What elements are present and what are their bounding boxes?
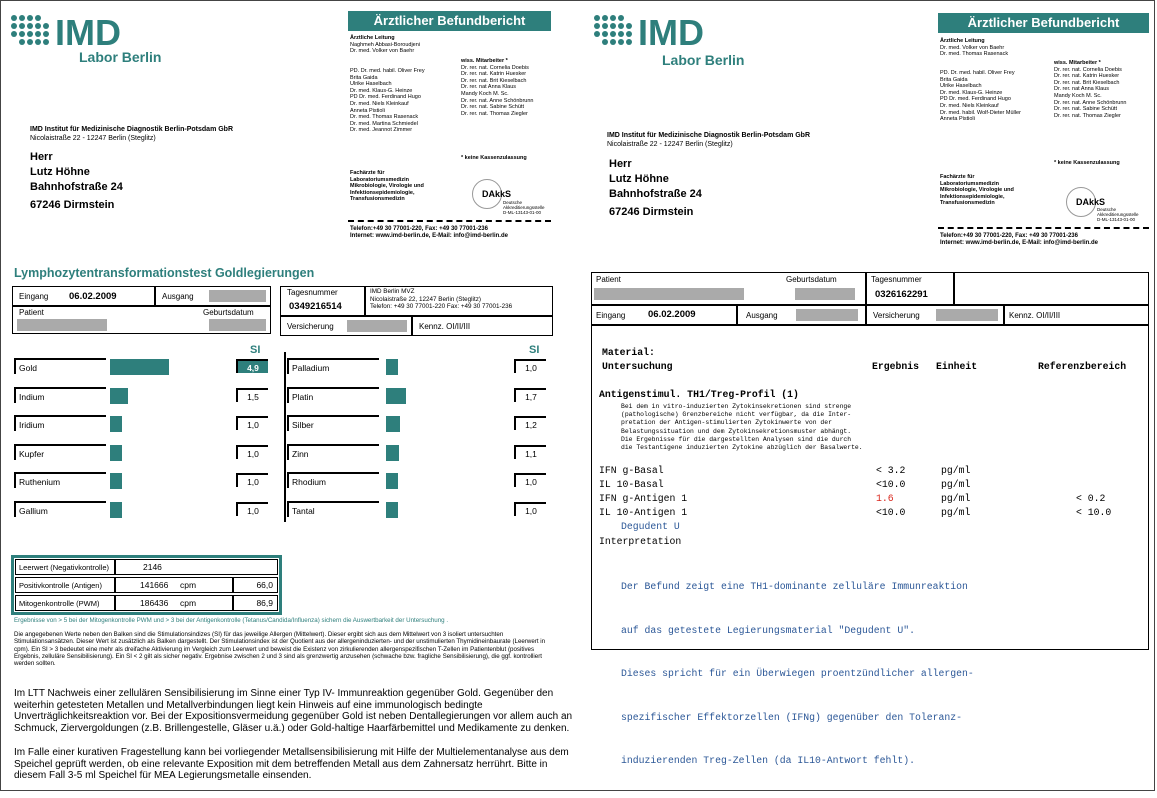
doctor: Dr. med. Niels Kleinkauf <box>940 102 999 109</box>
si-value: 1,0 <box>236 445 268 459</box>
contact-tel: Telefon:+49 30 77001-220, Fax: +49 30 77001-236 <box>350 226 488 232</box>
col-untersuchung: Untersuchung <box>602 361 673 372</box>
result-value-flagged: 1.6 <box>876 493 894 504</box>
wiss-title: wiss. Mitarbeiter * <box>461 58 508 64</box>
profile-line: die Testantigene induzierten Zytokine abzüglich der Basalwerte. <box>621 444 863 452</box>
lab-line: Nicolaistraße 22, 12247 Berlin (Steglitz) <box>370 295 481 303</box>
profile-line: pretation der Antigen-stimulierten Zytokinwerte von der <box>621 419 832 427</box>
kasse-note: * keine Kassenzulassung <box>461 155 527 161</box>
logo-sub: Labor Berlin <box>662 52 745 68</box>
fach-line: Mikrobiologie, Virologie und <box>350 183 424 190</box>
si-value: 1,0 <box>514 502 546 516</box>
pos-label-box <box>15 577 115 593</box>
recipient-line: Herr <box>30 151 53 163</box>
result-unit: pg/ml <box>941 507 971 518</box>
result-value: < 3.2 <box>876 465 906 476</box>
ausgang-label: Ausgang <box>746 311 778 320</box>
si-bar <box>110 473 122 489</box>
doctor: Dr. med. Klaus-G. Heinze <box>940 89 1003 96</box>
redacted-field <box>594 288 744 300</box>
si-bar <box>386 445 399 461</box>
result-name: IL 10-Antigen 1 <box>599 507 688 518</box>
fach-block <box>940 174 1060 207</box>
result-ref: < 10.0 <box>1076 507 1112 518</box>
si-bar <box>110 416 122 432</box>
material-label: Material: <box>602 347 655 358</box>
wiss-member: Dr. rer. nat. Katrin Huesker <box>1054 73 1120 80</box>
profile-line: Bei dem in vitro-induzierten Zytokinsekretionen sind strenge <box>621 403 852 410</box>
interp-line: auf das getestete Legierungsmaterial "Degudent U". <box>621 624 915 636</box>
si-value: 1,0 <box>514 473 546 487</box>
wiss-member: Dr. rer. nat Anna Klaus <box>461 84 517 91</box>
doctor: Dr. med. Klaus-G. Heinze <box>350 87 413 94</box>
result-value: <10.0 <box>876 507 906 518</box>
imd-logo-dots-icon <box>11 15 50 46</box>
wiss-member: Dr. rer. nat. Sabine Schütt <box>461 104 524 111</box>
interp-label: Interpretation <box>599 536 682 547</box>
pos-si: 66,0 <box>256 580 273 590</box>
dakks-sub-line: D-ML-13143-01-00 <box>503 210 542 215</box>
allergen-label: Tantal <box>287 501 379 517</box>
institute-name: IMD Institut für Medizinische Diagnostik Berlin-Potsdam GbR <box>607 132 811 139</box>
allergen-label: Rhodium <box>287 472 379 488</box>
mito-unit: cpm <box>180 598 197 608</box>
doctor: Dr. med. habil. Wolf-Dieter Müller <box>940 109 1021 116</box>
recipient-line: Bahnhofstraße 24 <box>609 188 702 200</box>
wiss-member: Dr. rer. nat. Cornelia Doebis <box>1054 66 1122 73</box>
interp-line: induzierenden Treg-Zellen (da IL10-Antwort fehlt). <box>621 755 915 766</box>
fach-line: Infektionsepidemiologie, <box>350 189 415 196</box>
profile-title: Antigenstimul. TH1/Treg-Profil (1) <box>599 389 799 400</box>
redacted-field <box>209 290 266 302</box>
doctor: Anneta Pistioli <box>350 107 385 114</box>
tages-value: 0326162291 <box>875 289 928 300</box>
si-header: SI <box>529 344 540 356</box>
contact-web: Internet: www.imd-berlin.de, E-Mail: info@imd-berlin.de <box>350 233 508 239</box>
tages-box <box>280 286 365 316</box>
result-name: IFN g-Antigen 1 <box>599 493 688 504</box>
redacted-field <box>795 288 855 300</box>
institute-name: IMD Institut für Medizinische Diagnostik Berlin-Potsdam GbR <box>30 126 234 133</box>
contact-web: Internet: www.imd-berlin.de, E-Mail: info@imd-berlin.de <box>940 240 1098 246</box>
result-ref: < 0.2 <box>1076 493 1106 504</box>
fach-line: Transfusionsmedizin <box>940 200 995 207</box>
vers-box <box>280 316 412 336</box>
institute-address <box>607 132 810 149</box>
pos-value-box <box>115 577 233 593</box>
fach-line: Fachärzte für <box>940 174 975 180</box>
wiss-member: Dr. rer. nat. Katrin Huesker <box>461 71 527 78</box>
redacted-field <box>17 319 107 331</box>
recipient-line: Lutz Höhne <box>30 166 90 178</box>
doctor: Dr. med. Jeannot Zimmer <box>350 127 413 134</box>
fach-line: Laboratoriumsmedizin <box>350 176 409 183</box>
vers-box <box>866 305 1004 325</box>
fach-line: Laboratoriumsmedizin <box>940 180 999 187</box>
doctor: Brita Gaida <box>940 76 968 83</box>
leitung-name: Dr. med. Thomas Rasenack <box>940 51 1009 58</box>
kasse-note: * keine Kassenzulassung <box>1054 160 1120 166</box>
si-bar <box>110 445 122 461</box>
dakks-sub <box>1097 207 1139 222</box>
result-unit: pg/ml <box>941 465 971 476</box>
pos-unit: cpm <box>180 580 197 590</box>
col-ergebnis: Ergebnis <box>872 361 920 372</box>
recipient-address <box>609 157 702 220</box>
patient-label: Patient <box>596 275 621 284</box>
contact-tel: Telefon:+49 30 77001-220, Fax: +49 30 77001-236 <box>940 233 1078 239</box>
dakks-logo: DAkkS <box>482 189 512 199</box>
redacted-field <box>936 309 998 321</box>
doctor: PD Dr. med. Ferdinand Hugo <box>350 94 421 101</box>
pos-value: 141666 <box>140 580 169 590</box>
redacted-field <box>347 320 407 332</box>
eingang-label: Eingang <box>19 292 49 301</box>
si-value: 1,5 <box>236 388 268 402</box>
patient-box <box>12 306 271 334</box>
leitung-title: Ärztliche Leitung <box>350 35 395 41</box>
fach-line: Transfusionsmedizin <box>350 196 405 203</box>
wiss-member: Dr. rer. nat. Brit Kieselbach <box>1054 79 1120 86</box>
institute-address <box>30 126 233 143</box>
allergen-label: Iridium <box>14 415 106 431</box>
si-header: SI <box>250 344 261 356</box>
profile-line: (pathologische) Grenzbereiche nicht verfügbar, da die Inter- <box>621 411 852 419</box>
doctors-list <box>940 70 1052 123</box>
leer-label: Leerwert (Negativkontrolle) <box>19 563 110 572</box>
si-value: 1,0 <box>514 359 546 373</box>
allergen-label: Kupfer <box>14 444 106 460</box>
recipient-line: Bahnhofstraße 24 <box>30 181 123 193</box>
kennz-label: Kennz. OI/II/III <box>419 322 471 331</box>
mito-si-box <box>233 595 278 611</box>
col-einheit: Einheit <box>936 361 978 372</box>
tages-label: Tagesnummer <box>287 288 338 297</box>
si-bar <box>386 502 398 518</box>
wiss-member: Dr. rer. nat. Anne Schönbrunn <box>1054 99 1127 106</box>
dakks-sub-line: Deutsche <box>503 200 523 205</box>
si-value: 1,2 <box>514 416 546 430</box>
recipient-line: 67246 Dirmstein <box>609 206 694 218</box>
pos-si-box <box>233 577 278 593</box>
doctors-list <box>350 68 460 134</box>
result-name: IFN g-Basal <box>599 465 664 476</box>
allergen-label: Zinn <box>287 444 379 460</box>
interp-line: Der Befund zeigt eine TH1-dominante zelluläre Immunreaktion <box>621 581 968 592</box>
si-value: 1,0 <box>236 416 268 430</box>
si-value: 1,0 <box>236 502 268 516</box>
geb-label: Geburtsdatum <box>203 308 254 317</box>
ausgang-box <box>155 286 271 306</box>
mito-si: 86,9 <box>256 598 273 608</box>
wiss-list <box>1054 60 1149 119</box>
doctor: Ulrike Haselbach <box>350 81 392 88</box>
lab-info <box>370 288 512 311</box>
mito-value: 186436 <box>140 598 169 608</box>
si-bar <box>386 388 406 404</box>
institute-street: Nicolaistraße 22 - 12247 Berlin (Steglitz) <box>607 140 733 148</box>
interpretation-text <box>621 551 974 798</box>
wiss-member: Dr. rer. nat. Anne Schönbrunn <box>461 97 534 104</box>
si-value: 1,7 <box>514 388 546 402</box>
chart-divider <box>284 352 286 522</box>
lab-line: Telefon: +49 30 77001-220 Fax: +49 30 77001-236 <box>370 303 513 311</box>
allergen-label: Silber <box>287 415 379 431</box>
result-unit: pg/ml <box>941 479 971 490</box>
si-bar <box>110 502 122 518</box>
leitung-name: Dr. med. Volker von Baehr <box>940 44 1005 51</box>
ausgang-label: Ausgang <box>162 292 194 301</box>
vers-label: Versicherung <box>873 311 920 320</box>
eingang-value: 06.02.2009 <box>69 291 117 302</box>
divider <box>348 220 551 222</box>
fach-block <box>350 170 470 203</box>
interp-line: Dieses spricht für ein Überwiegen proentzündlicher allergen- <box>621 668 974 679</box>
wiss-member: Dr. rer. nat. Thomas Ziegler <box>1054 112 1121 119</box>
wiss-member: Dr. rer. nat. Sabine Schütt <box>1054 106 1117 113</box>
conclusion-text: Im LTT Nachweis einer zellulären Sensibilisierung im Sinne einer Typ IV- Immunreaktion gegenüber Gold. Gegenüber den weiterhin getesteten Metallen und Metallverbindungen liegt kein Hinweis auf eine immunologisch bedingte Unverträglichkeitsreaktion vor. Bei der Expositionsvermeidung gegenüber Gold ist neben Dentallegierungen vor allem auch an Schmuck, Ziervergoldungen (z.B. Brillengestelle, Gläser u.ä.) oder Gold-haltige Haarfärbemittel und Medikamente zu denken. <box>14 688 573 735</box>
doctor: PD Dr. med. Ferdinand Hugo <box>940 96 1011 103</box>
eingang-box <box>12 286 155 306</box>
result-unit: pg/ml <box>941 493 971 504</box>
allergen-label: Gallium <box>14 501 106 517</box>
doctor: Dr. med. Thomas Rasenack <box>350 114 419 121</box>
wiss-title: wiss. Mitarbeiter * <box>1054 60 1101 66</box>
lab-box <box>365 286 553 316</box>
leitung-block <box>350 35 455 55</box>
si-bar <box>386 473 398 489</box>
test-title: Lymphozytentransformationstest Goldlegierungen <box>14 266 315 280</box>
empty-box <box>954 272 1149 305</box>
ausgang-box <box>737 305 866 325</box>
leitung-name: Naghmeh Abbasi-Boroudjeni <box>350 41 421 48</box>
wiss-list <box>461 58 551 117</box>
eingang-label: Eingang <box>596 311 626 320</box>
mito-label: Mitogenkontrolle (PWM) <box>19 599 100 608</box>
explanation-text: Die angegebenen Werte neben den Balken sind die Stimulationsindizes (SI) für das jeweilige Allergen (Mittelwert). Dieser ergibt sich aus dem Mittelwert von 3 isoliert untersuchten Stimulationsansätzen. Dieser Wert ist zusätzlich als Balken dargestellt. Der Stimulationsindex ist der Quotient aus der allergeninduzierten- und der unstimulierten Thymidineinbaurate (Leerwert in cpm). Ein SI > 3 bedeutet eine mehr als dreifache Aktivierung im Vergleich zum Leerwert und beweist die Existenz von zirkulierenden allergenspezifischen T-Zellen im Patientenblut (positives Ergebnis, zelluläre Sensibilisierung). Ein SI < 2 gilt als sicher negativ. Ergebnise zwischen 2 und 3 sind als grenzwertig anzusehen (schwache bzw. fragliche Sensibilisierung), die ggf. kontrolliert werden sollten. <box>14 631 546 668</box>
fach-line: Infektionsepidemiologie, <box>940 193 1005 200</box>
leitung-title: Ärztliche Leitung <box>940 38 985 44</box>
imd-logo-dots-icon <box>594 15 633 46</box>
leer-label-box <box>15 559 115 575</box>
eingang-box <box>591 305 737 325</box>
allergen-label: Gold <box>14 358 106 374</box>
dakks-sub-line: Deutsche <box>1097 207 1117 212</box>
fach-line: Mikrobiologie, Virologie und <box>940 187 1014 194</box>
si-bar <box>110 359 169 375</box>
fach-line: Fachärzte für <box>350 170 385 176</box>
mito-value-box <box>115 595 233 611</box>
patient-label: Patient <box>19 308 44 317</box>
wiss-member: Dr. rer. nat. Thomas Ziegler <box>461 110 528 117</box>
result-value: <10.0 <box>876 479 906 490</box>
allergen-label: Indium <box>14 387 106 403</box>
kennz-label: Kennz. OI/II/III <box>1009 311 1061 320</box>
antigen-name: Degudent U <box>621 521 680 532</box>
wiss-member: Dr. rer. nat. Cornelia Doebis <box>461 64 529 71</box>
si-bar <box>386 416 400 432</box>
dakks-sub-line: Akkreditierungsstelle <box>503 205 545 210</box>
tages-box <box>866 272 954 305</box>
doctor: Dr. med. Niels Kleinkauf <box>350 100 409 107</box>
tages-label: Tagesnummer <box>871 275 922 284</box>
recipient-address <box>30 150 123 213</box>
recipient-line: Lutz Höhne <box>609 173 669 185</box>
kennz-box <box>412 316 553 336</box>
result-name: IL 10-Basal <box>599 479 664 490</box>
logo-imd: IMD <box>55 12 121 53</box>
lab-line: IMD Berlin MVZ <box>370 288 415 295</box>
leer-value: 2146 <box>143 562 162 572</box>
redacted-field <box>209 319 266 331</box>
leer-value-box <box>115 559 278 575</box>
mito-label-box <box>15 595 115 611</box>
interp-line: spezifischer Effektorzellen (IFNg) gegenüber den Toleranz- <box>621 711 962 723</box>
geb-label: Geburtsdatum <box>786 275 837 284</box>
pos-label: Positivkontrolle (Antigen) <box>19 581 102 590</box>
wiss-member: Mandy Koch M. Sc. <box>1054 92 1102 99</box>
leitung-name: Dr. med. Volker von Baehr <box>350 48 415 55</box>
eingang-value: 06.02.2009 <box>648 309 696 320</box>
dakks-sub-line: D-ML-13143-01-00 <box>1097 217 1136 222</box>
dakks-sub <box>503 200 545 215</box>
leitung-block <box>940 38 1050 58</box>
si-value: 1,0 <box>236 473 268 487</box>
doctor: PD. Dr. med. habil. Oliver Frey <box>350 68 425 74</box>
recipient-line: Herr <box>609 158 632 170</box>
patient-box <box>591 272 866 305</box>
doctor: Ulrike Haselbach <box>940 83 982 90</box>
kennz-box <box>1004 305 1149 325</box>
redacted-field <box>796 309 858 321</box>
wiss-member: Mandy Koch M. Sc. <box>461 90 509 97</box>
befundbericht-title: Ärztlicher Befundbericht <box>348 11 551 31</box>
wiss-member: Dr. rer. nat. Brit Kieselbach <box>461 77 527 84</box>
profile-text <box>621 403 863 452</box>
conclusion-text-2: Im Falle einer kurativen Fragestellung kann bei vorliegender Metallsensibilisierung mit Hilfe der Multielementanalyse aus dem Speichel geprüft werden, ob eine relevante Exposition mit dem betreffenden Metall aus dem Zahnersatz herrührt. Bitte in diesem Fall 3-5 ml Speichel für MEA Legierungsmetalle einsenden. <box>14 747 569 782</box>
befundbericht-title: Ärztlicher Befundbericht <box>938 13 1149 33</box>
logo-imd: IMD <box>638 12 704 53</box>
allergen-label: Ruthenium <box>14 472 106 488</box>
wiss-member: Dr. rer. nat Anna Klaus <box>1054 86 1110 93</box>
doctor: PD. Dr. med. habil. Oliver Frey <box>940 70 1015 76</box>
logo-sub: Labor Berlin <box>79 49 162 65</box>
profile-line: Die Ergebnisse für die dargestellten Analysen sind die durch <box>621 435 852 443</box>
dakks-sub-line: Akkreditierungsstelle <box>1097 212 1139 217</box>
vers-label: Versicherung <box>287 322 334 331</box>
dakks-logo: DAkkS <box>1076 197 1106 207</box>
profile-line: Belastungssituation und dem Zytokinsekretionsmuster abhängt. <box>621 427 852 435</box>
si-bar <box>386 359 398 375</box>
doctor: Dr. med. Martina Schmiedel <box>350 120 418 127</box>
si-value: 4,9 <box>236 359 268 373</box>
doctor: Anneta Pistioli <box>940 116 975 123</box>
allergen-label: Platin <box>287 387 379 403</box>
control-note: Ergebnisse von > 5 bei der Mitogenkontrolle PWM und > 3 bei der Antigenkontrolle (Tetanus/Candida/Influenza) sichern die Auswertbarkeit der Untersuchung . <box>14 617 449 624</box>
divider <box>938 227 1149 229</box>
recipient-line: 67246 Dirmstein <box>30 199 115 211</box>
doctor: Brita Gaida <box>350 74 378 81</box>
si-value: 1,1 <box>514 445 546 459</box>
si-bar <box>110 388 128 404</box>
institute-street: Nicolaistraße 22 - 12247 Berlin (Steglitz) <box>30 134 156 142</box>
col-referenz: Referenzbereich <box>1038 361 1127 372</box>
allergen-label: Palladium <box>287 358 379 374</box>
tages-value: 0349216514 <box>289 301 342 312</box>
